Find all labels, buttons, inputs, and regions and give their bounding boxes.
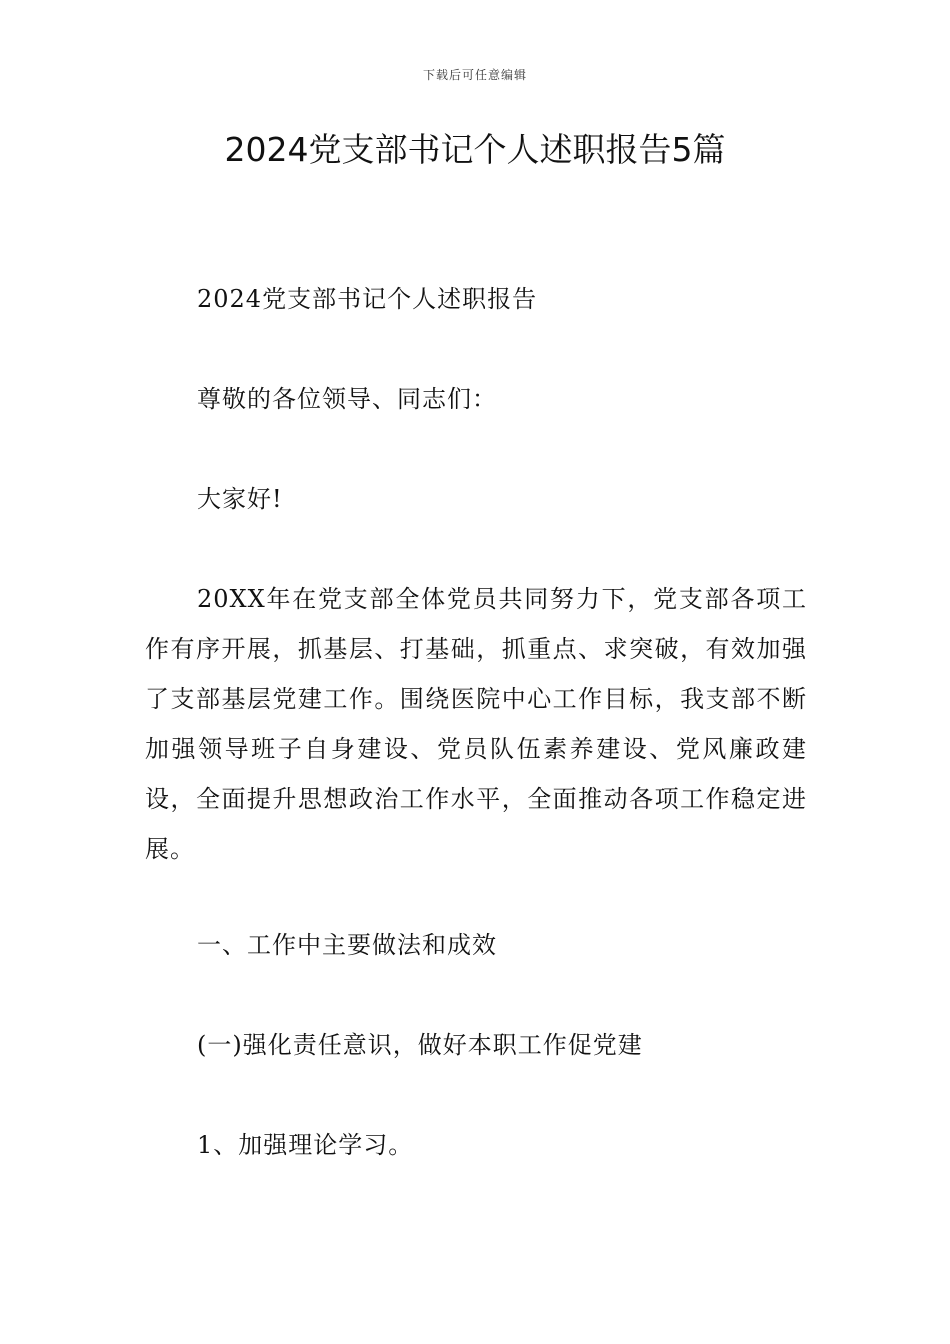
- list-item-heading: 1、加强理论学习。: [197, 1131, 414, 1159]
- subsection-heading: (一)强化责任意识，做好本职工作促党建: [197, 1031, 643, 1059]
- report-subtitle: 2024党支部书记个人述职报告: [197, 285, 538, 313]
- intro-paragraph: 20XX年在党支部全体党员共同努力下，党支部各项工作有序开展，抓基层、打基础，抓重点、求突破，有效加强了支部基层党建工作。围绕医院中心工作目标，我支部不断加强领导班子自身建设、党员队伍素养建设、党风廉政建设，全面提升思想政治工作水平，全面推动各项工作稳定进展。: [145, 585, 807, 863]
- greeting: 大家好!: [197, 485, 283, 513]
- salutation: 尊敬的各位领导、同志们：: [197, 385, 497, 413]
- section-heading: 一、工作中主要做法和成效: [197, 931, 497, 959]
- document-title: 2024党支部书记个人述职报告5篇: [224, 130, 726, 169]
- header-note: 下载后可任意编辑: [422, 68, 527, 82]
